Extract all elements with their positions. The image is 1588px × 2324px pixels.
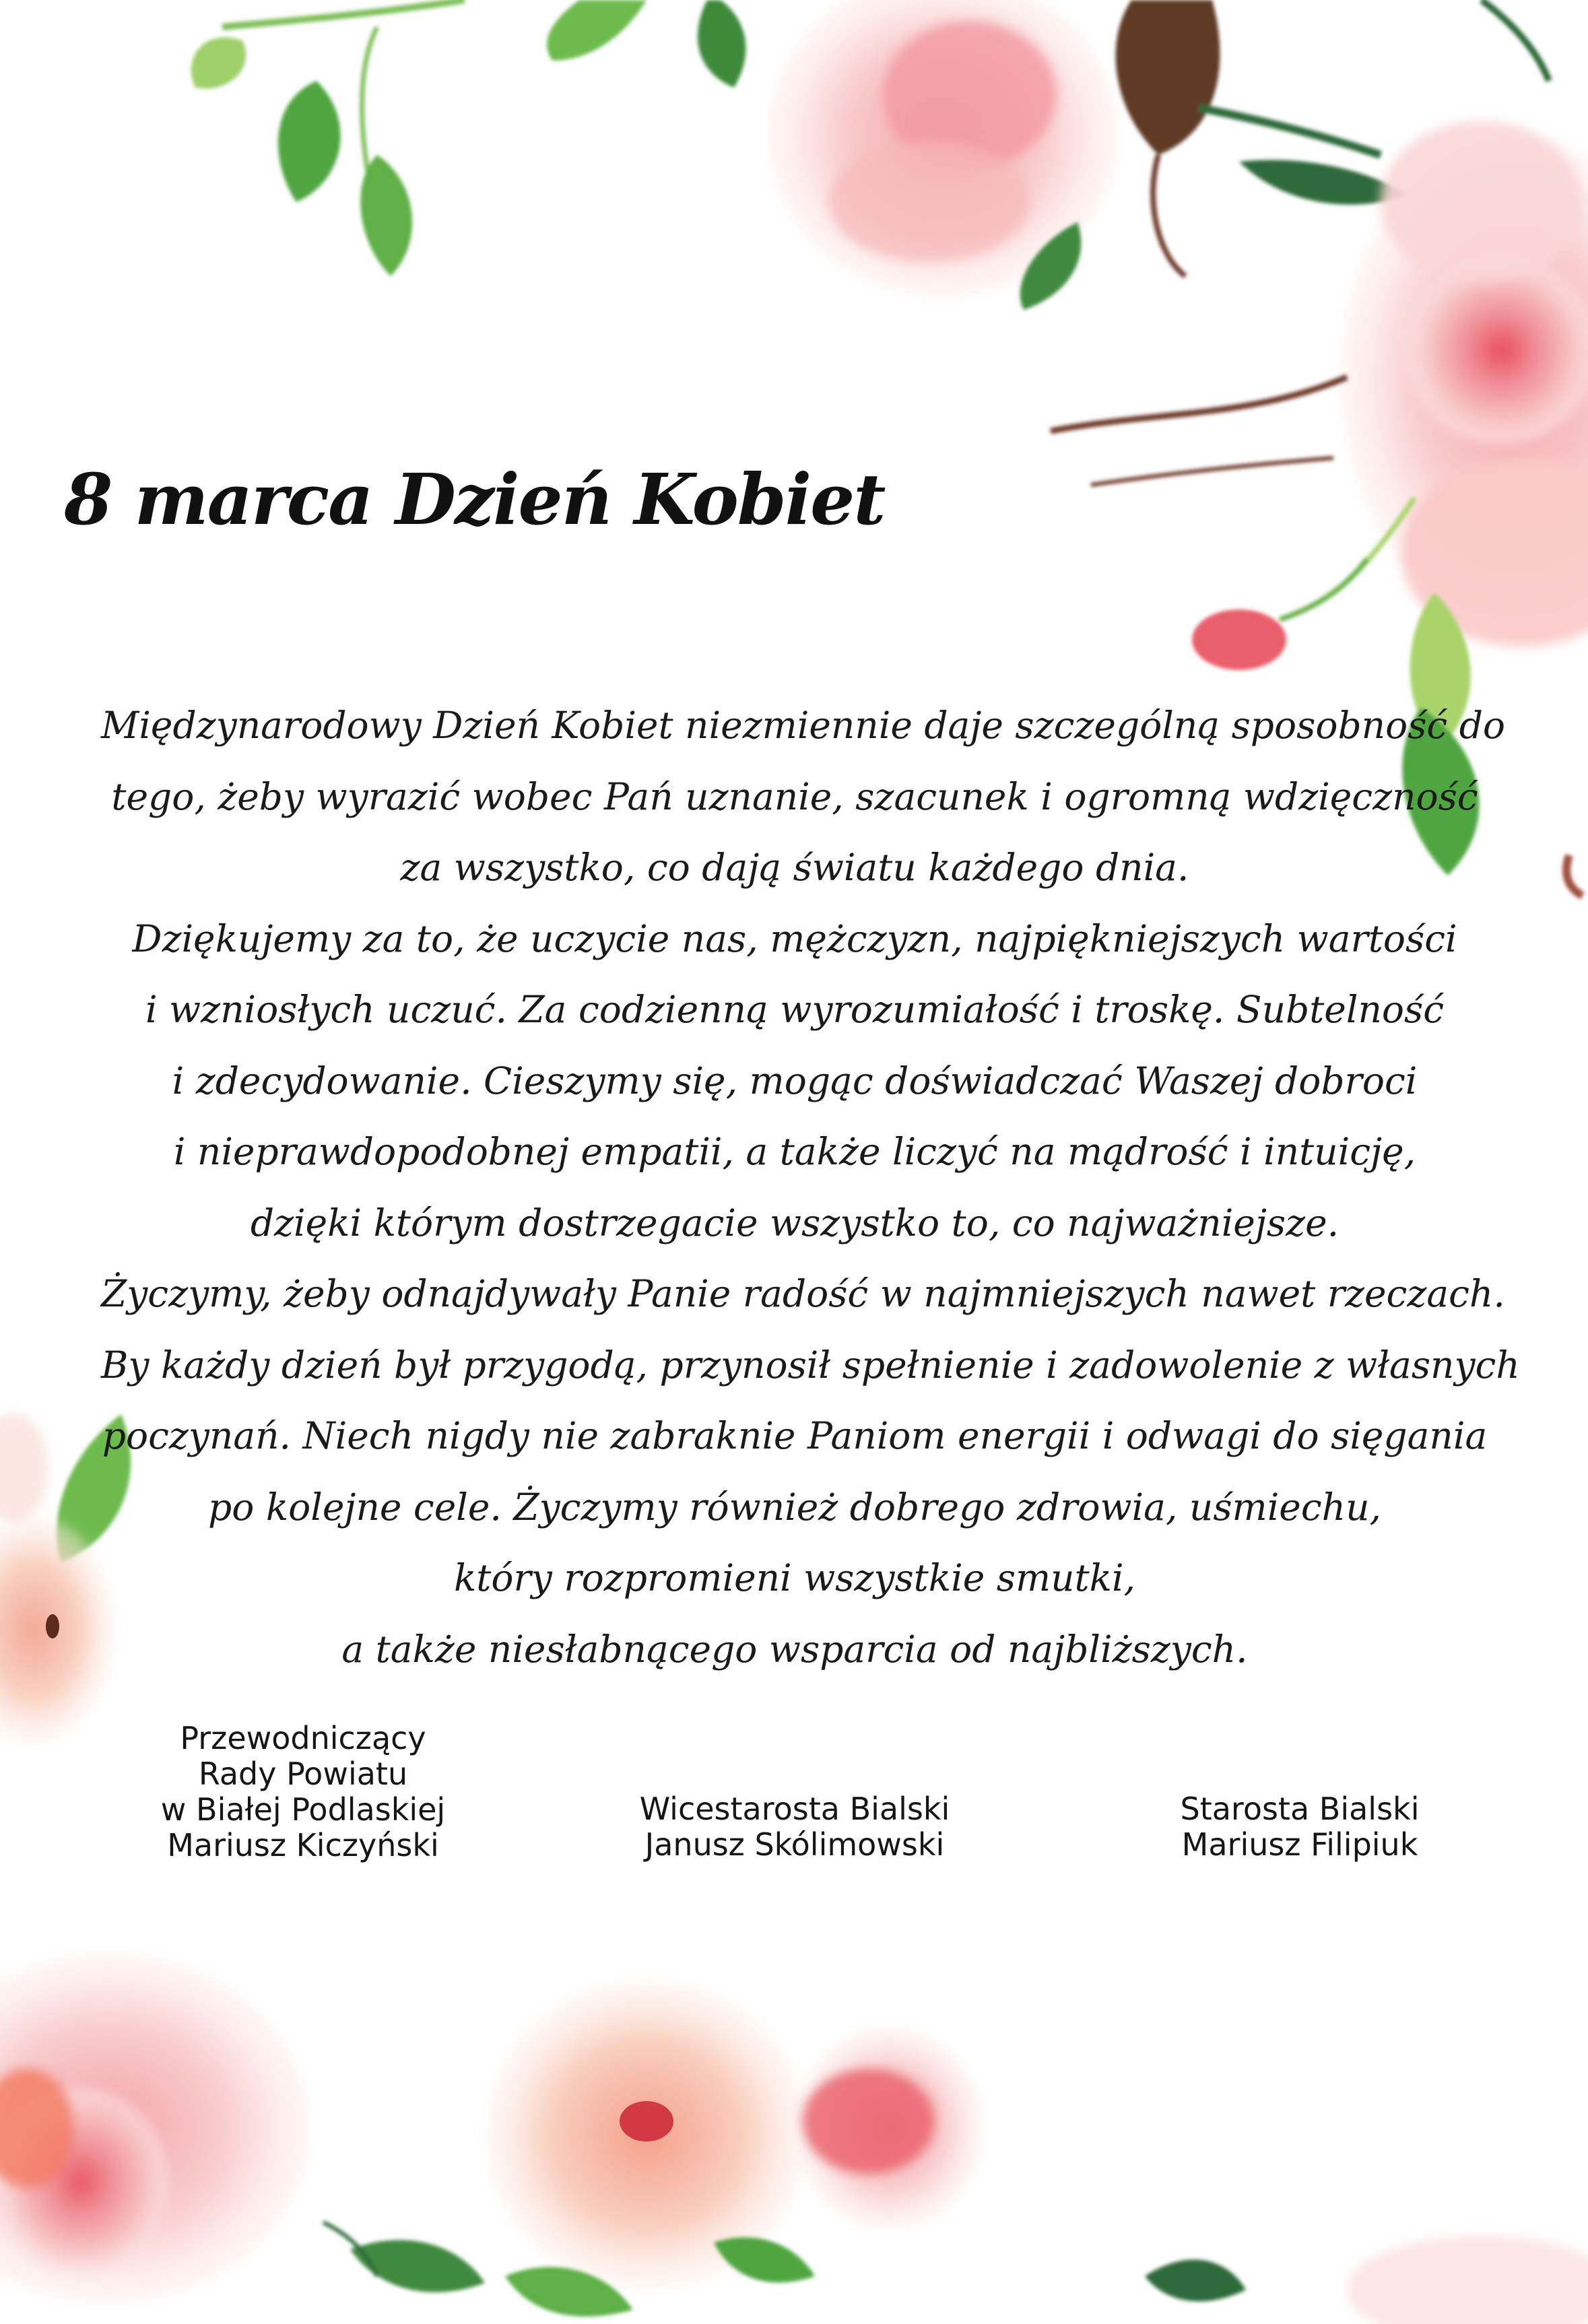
body-line: po kolejne cele. Życzymy również dobrego zdrowia, uśmiechu,: [208, 1485, 1381, 1529]
watercolor-leaves-bottom: [323, 2222, 1246, 2317]
body-line: Międzynarodowy Dzień Kobiet niezmiennie daje szczególną sposobność do: [101, 704, 1506, 747]
body-line: i zdecydowanie. Cieszymy się, mogąc doświadczać Waszej dobroci: [172, 1059, 1418, 1102]
body-line: Życzymy, żeby odnajdywały Panie radość w najmniejszych nawet rzeczach.: [101, 1272, 1505, 1315]
body-line: który rozpromieni wszystkie smutki,: [453, 1556, 1136, 1599]
body-line: tego, żeby wyrazić wobec Pań uznanie, szacunek i ogromną wdzięczność: [111, 774, 1478, 818]
body-line: i wzniosłych uczuć. Za codzienną wyrozumiałość i troskę. Subtelność: [145, 988, 1445, 1031]
signature-vice-starost: [606, 1791, 983, 1863]
page-title: 8 marca Dzień Kobiet: [64, 458, 885, 541]
body-line: dzięki którym dostrzegacie wszystko to, co najważniejsze.: [250, 1201, 1339, 1244]
body-line: a także niesłabnącego wsparcia od najbliższych.: [341, 1627, 1248, 1671]
top-left-leaves: [191, 0, 746, 276]
flower-center-left: [46, 1614, 59, 1638]
signature-line: Janusz Skólimowski: [644, 1826, 945, 1863]
signature-line: Rady Powiatu: [198, 1756, 408, 1792]
body-line: Dziękujemy za to, że uczycie nas, mężczyzn, najpiękniejszych wartości: [132, 917, 1457, 960]
signature-line: Przewodniczący: [180, 1720, 426, 1756]
signature-line: Starosta Bialski: [1180, 1791, 1420, 1827]
signature-starost: [1138, 1791, 1461, 1863]
body-line: By każdy dzień był przygodą, przynosił spełnienie i zadowolenie z własnych: [101, 1343, 1520, 1387]
signature-chairman: [128, 1721, 478, 1863]
body-line: za wszystko, co dają światu każdego dnia.: [400, 846, 1189, 889]
body-line: poczynań. Niech nigdy nie zabraknie Paniom energii i odwagi do sięgania: [102, 1414, 1488, 1457]
signature-line: Wicestarosta Bialski: [639, 1791, 950, 1827]
greeting-body: [101, 690, 1520, 1685]
signature-line: w Białej Podlaskiej: [160, 1791, 446, 1828]
flower-center-bottom: [620, 2101, 673, 2142]
signature-line: Mariusz Kiczyński: [167, 1827, 439, 1863]
signature-line: Mariusz Filipiuk: [1181, 1826, 1418, 1863]
body-line: i nieprawdopodobnej empatii, a także liczyć na mądrość i intuicję,: [173, 1130, 1416, 1173]
